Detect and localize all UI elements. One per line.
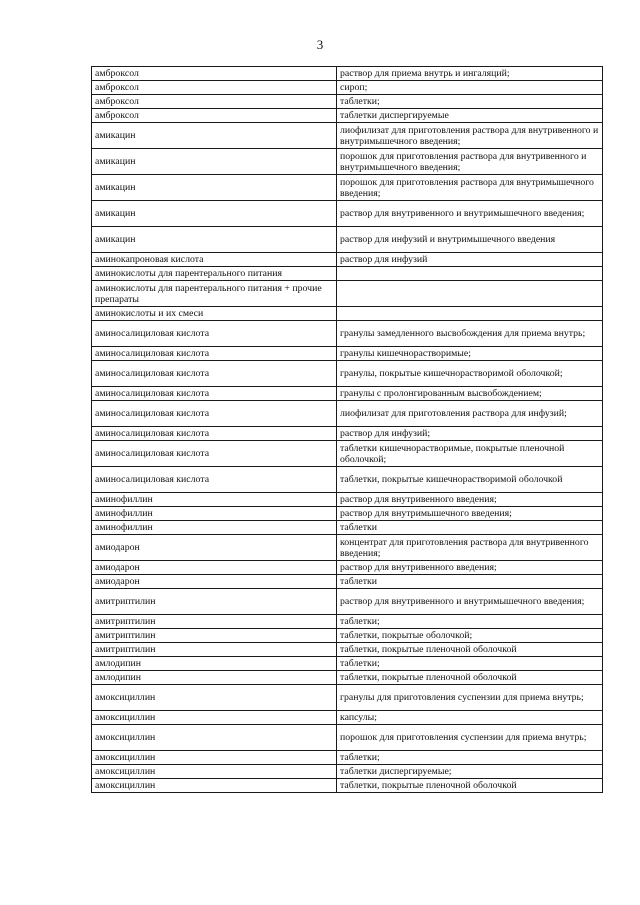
- drug-name-cell: аминосалициловая кислота: [92, 347, 337, 361]
- drug-name-cell: амикацин: [92, 175, 337, 201]
- drug-name-cell: амоксициллин: [92, 685, 337, 711]
- dosage-form-cell: гранулы с пролонгированным высвобождением;: [337, 387, 603, 401]
- table-row: [92, 227, 603, 253]
- dosage-form-cell: таблетки: [337, 575, 603, 589]
- drug-name-cell: аминокислоты для парентерального питания + прочие препараты: [92, 281, 337, 307]
- table-row: [92, 149, 603, 175]
- dosage-form-cell: порошок для приготовления суспензии для приема внутрь;: [337, 725, 603, 751]
- dosage-form-cell: таблетки кишечнорастворимые, покрытые пленочной оболочкой;: [337, 441, 603, 467]
- drug-name-cell: амикацин: [92, 201, 337, 227]
- drug-name-cell: амиодарон: [92, 575, 337, 589]
- dosage-form-cell: [337, 267, 603, 281]
- drug-name-cell: амиодарон: [92, 561, 337, 575]
- table-row: [92, 67, 603, 81]
- dosage-form-cell: таблетки диспергируемые: [337, 109, 603, 123]
- dosage-form-cell: таблетки;: [337, 95, 603, 109]
- table-row: [92, 387, 603, 401]
- table-row: [92, 629, 603, 643]
- drug-name-cell: аминосалициловая кислота: [92, 467, 337, 493]
- drug-name-cell: амлодипин: [92, 671, 337, 685]
- dosage-form-cell: таблетки диспергируемые;: [337, 765, 603, 779]
- drug-name-cell: аминофиллин: [92, 507, 337, 521]
- table-row: [92, 575, 603, 589]
- drug-name-cell: амитриптилин: [92, 629, 337, 643]
- dosage-form-cell: гранулы кишечнорастворимые;: [337, 347, 603, 361]
- table-row: [92, 81, 603, 95]
- dosage-form-cell: капсулы;: [337, 711, 603, 725]
- drug-name-cell: аминокислоты для парентерального питания: [92, 267, 337, 281]
- drug-name-cell: аминосалициловая кислота: [92, 321, 337, 347]
- table-row: [92, 321, 603, 347]
- drug-name-cell: аминосалициловая кислота: [92, 401, 337, 427]
- table-row: [92, 685, 603, 711]
- drug-name-cell: амоксициллин: [92, 725, 337, 751]
- page-number: 3: [316, 37, 324, 52]
- dosage-form-cell: таблетки;: [337, 657, 603, 671]
- table-row: [92, 201, 603, 227]
- table-row: [92, 535, 603, 561]
- table-row: [92, 507, 603, 521]
- table-row: [92, 281, 603, 307]
- drug-name-cell: аминосалициловая кислота: [92, 427, 337, 441]
- dosage-form-cell: концентрат для приготовления раствора для внутривенного введения;: [337, 535, 603, 561]
- table-row: [92, 657, 603, 671]
- drug-name-cell: амикацин: [92, 227, 337, 253]
- table-row: [92, 361, 603, 387]
- dosage-form-cell: [337, 281, 603, 307]
- table-row: [92, 401, 603, 427]
- table-row: [92, 427, 603, 441]
- table-row: [92, 521, 603, 535]
- dosage-form-cell: сироп;: [337, 81, 603, 95]
- drug-name-cell: амброксол: [92, 67, 337, 81]
- dosage-form-cell: гранулы замедленного высвобождения для приема внутрь;: [337, 321, 603, 347]
- drug-name-cell: аминосалициловая кислота: [92, 441, 337, 467]
- table-row: [92, 671, 603, 685]
- table-row: [92, 561, 603, 575]
- drug-name-cell: амикацин: [92, 123, 337, 149]
- table-row: [92, 643, 603, 657]
- drug-name-cell: аминокислоты и их смеси: [92, 307, 337, 321]
- table-row: [92, 725, 603, 751]
- table-row: [92, 493, 603, 507]
- dosage-form-cell: порошок для приготовления раствора для внутривенного и внутримышечного введения;: [337, 149, 603, 175]
- drug-name-cell: аминофиллин: [92, 493, 337, 507]
- drug-name-cell: амоксициллин: [92, 751, 337, 765]
- table-row: [92, 589, 603, 615]
- table-row: [92, 751, 603, 765]
- table-row: [92, 615, 603, 629]
- dosage-form-cell: раствор для внутривенного и внутримышечного введения;: [337, 589, 603, 615]
- drug-name-cell: амброксол: [92, 81, 337, 95]
- table-row: [92, 109, 603, 123]
- dosage-form-cell: раствор для инфузий: [337, 253, 603, 267]
- dosage-form-cell: таблетки, покрытые пленочной оболочкой: [337, 671, 603, 685]
- table-row: [92, 123, 603, 149]
- dosage-form-cell: таблетки: [337, 521, 603, 535]
- dosage-form-cell: таблетки;: [337, 615, 603, 629]
- dosage-form-cell: лиофилизат для приготовления раствора для внутривенного и внутримышечного введения;: [337, 123, 603, 149]
- drug-name-cell: амикацин: [92, 149, 337, 175]
- table-row: [92, 307, 603, 321]
- dosage-form-cell: раствор для внутримышечного введения;: [337, 507, 603, 521]
- table-row: [92, 711, 603, 725]
- dosage-form-cell: лиофилизат для приготовления раствора для инфузий;: [337, 401, 603, 427]
- dosage-form-cell: таблетки, покрытые пленочной оболочкой: [337, 643, 603, 657]
- dosage-form-cell: гранулы для приготовления суспензии для приема внутрь;: [337, 685, 603, 711]
- dosage-form-cell: таблетки, покрытые оболочкой;: [337, 629, 603, 643]
- table-row: [92, 779, 603, 793]
- table-body: [92, 67, 603, 793]
- table-row: [92, 347, 603, 361]
- dosage-form-cell: раствор для инфузий;: [337, 427, 603, 441]
- drug-name-cell: амоксициллин: [92, 711, 337, 725]
- drug-name-cell: аминосалициловая кислота: [92, 387, 337, 401]
- dosage-form-cell: раствор для внутривенного введения;: [337, 561, 603, 575]
- drug-name-cell: амитриптилин: [92, 589, 337, 615]
- drug-name-cell: амброксол: [92, 95, 337, 109]
- table-row: [92, 765, 603, 779]
- dosage-form-cell: таблетки;: [337, 751, 603, 765]
- drug-name-cell: аминофиллин: [92, 521, 337, 535]
- drug-name-cell: амоксициллин: [92, 779, 337, 793]
- table-row: [92, 467, 603, 493]
- table-row: [92, 95, 603, 109]
- dosage-form-cell: таблетки, покрытые кишечнорастворимой оболочкой: [337, 467, 603, 493]
- dosage-form-cell: раствор для внутривенного введения;: [337, 493, 603, 507]
- drug-name-cell: аминокапроновая кислота: [92, 253, 337, 267]
- drug-name-cell: амлодипин: [92, 657, 337, 671]
- drug-name-cell: амиодарон: [92, 535, 337, 561]
- dosage-form-cell: [337, 307, 603, 321]
- dosage-form-cell: таблетки, покрытые пленочной оболочкой: [337, 779, 603, 793]
- drug-name-cell: амитриптилин: [92, 643, 337, 657]
- table-row: [92, 441, 603, 467]
- dosage-form-cell: гранулы, покрытые кишечнорастворимой оболочкой;: [337, 361, 603, 387]
- dosage-form-cell: порошок для приготовления раствора для внутримышечного введения;: [337, 175, 603, 201]
- drug-name-cell: аминосалициловая кислота: [92, 361, 337, 387]
- drug-forms-table: [91, 66, 603, 793]
- dosage-form-cell: раствор для инфузий и внутримышечного введения: [337, 227, 603, 253]
- table-row: [92, 267, 603, 281]
- drug-name-cell: амоксициллин: [92, 765, 337, 779]
- dosage-form-cell: раствор для приема внутрь и ингаляций;: [337, 67, 603, 81]
- drug-name-cell: амитриптилин: [92, 615, 337, 629]
- drug-name-cell: амброксол: [92, 109, 337, 123]
- dosage-form-cell: раствор для внутривенного и внутримышечного введения;: [337, 201, 603, 227]
- table-row: [92, 175, 603, 201]
- table-row: [92, 253, 603, 267]
